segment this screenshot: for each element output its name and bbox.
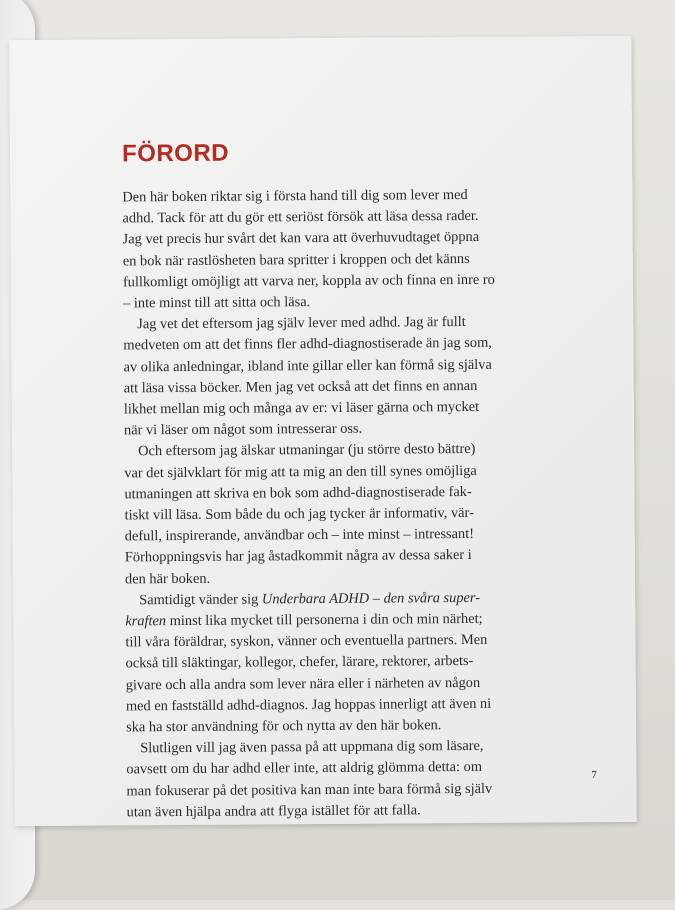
text-line: Jag vet precis hur svårt det kan vara att överhuvudtaget öppna [122,229,480,248]
text-line: utmaningen att skriva en bok som adhd-diagnostiserade fak- [124,483,472,503]
book-title-italic: kraften [125,613,167,630]
text-line: fullkomligt omöjligt att varva ner, koppla av och finna en inre ro [122,271,495,291]
text-line [125,587,525,611]
text-line [125,609,525,633]
text-line: en bok när rastlösheten bara spritter i kroppen och det känns [122,250,470,270]
page-heading: FÖRORD [121,139,230,168]
text-line: också till släktingar, kollegor, chefer, lärare, rektorer, arbets- [125,653,474,672]
text-line: Jag vet det eftersom jag själv lever med adhd. Jag är fullt [137,314,466,333]
text-line: man fokuserar på det positiva kan man inte bara förmå sig själv [126,780,493,800]
text-segment: minst lika mycket till personerna i din och min närhet; [166,610,483,630]
text-line: Förhoppningsvis har jag åstadkommit några av dessa saker i [124,547,472,566]
paragraph-3 [124,439,525,590]
text-line: defull, inspirerande, användbar och – inte minst – intressant! [124,526,475,545]
text-line: till våra föräldrar, syskon, vänner och eventuella partners. Men [125,632,488,651]
text-line: tiskt vill läsa. Som både du och jag tycker är informativ, vär- [124,504,474,524]
paragraph-4 [125,587,526,738]
paragraph-2 [123,312,524,442]
text-line: Och eftersom jag älskar utmaningar (ju större desto bättre) [138,441,476,460]
text-line: oavsett om du har adhd eller inte, att aldrig glömma detta: om [126,759,483,778]
book-title-italic: Underbara ADHD – den svåra super- [261,589,481,608]
text-segment: Samtidigt vänder sig [139,591,262,609]
text-line: – inte minst till att sitta och läsa. [123,294,311,312]
text-line: med en fastställd adhd-diagnos. Jag hoppas innerligt att även ni [125,695,492,715]
text-line: givare och alla andra som lever nära eller i närheten av någon [125,674,481,694]
paragraph-5 [126,736,527,824]
page-number: 7 [591,769,597,782]
text-line: var det självklart för mig att ta mig an den till synes omöjliga [124,462,477,482]
book-page [9,36,636,826]
text-line: ska ha stor användning för och nytta av den här boken. [126,717,442,736]
text-line: Den här boken riktar sig i första hand till dig som lever med [122,186,468,206]
text-line: den här boken. [124,570,211,588]
text-line: adhd. Tack för att du gör ett seriöst försök att läsa dessa rader. [122,208,479,227]
text-line: likhet mellan mig och många av er: vi läser gärna och mycket [123,398,480,418]
text-line: att läsa vissa böcker. Men jag vet också att det finns en annan [123,377,478,397]
text-line: medveten om att det finns fler adhd-diagnostiserade än jag som, [123,335,492,354]
text-line: utan även hjälpa andra att flyga istället för att falla. [126,802,421,821]
paragraph-1 [122,185,523,315]
text-line: när vi läser om något som intresserar oss. [123,420,363,439]
text-line: Slutligen vill jag även passa på att uppmana dig som läsare, [140,738,484,757]
body-text [122,185,526,824]
text-line: av olika anledningar, ibland inte gillar eller kan förmå sig själva [123,356,492,376]
